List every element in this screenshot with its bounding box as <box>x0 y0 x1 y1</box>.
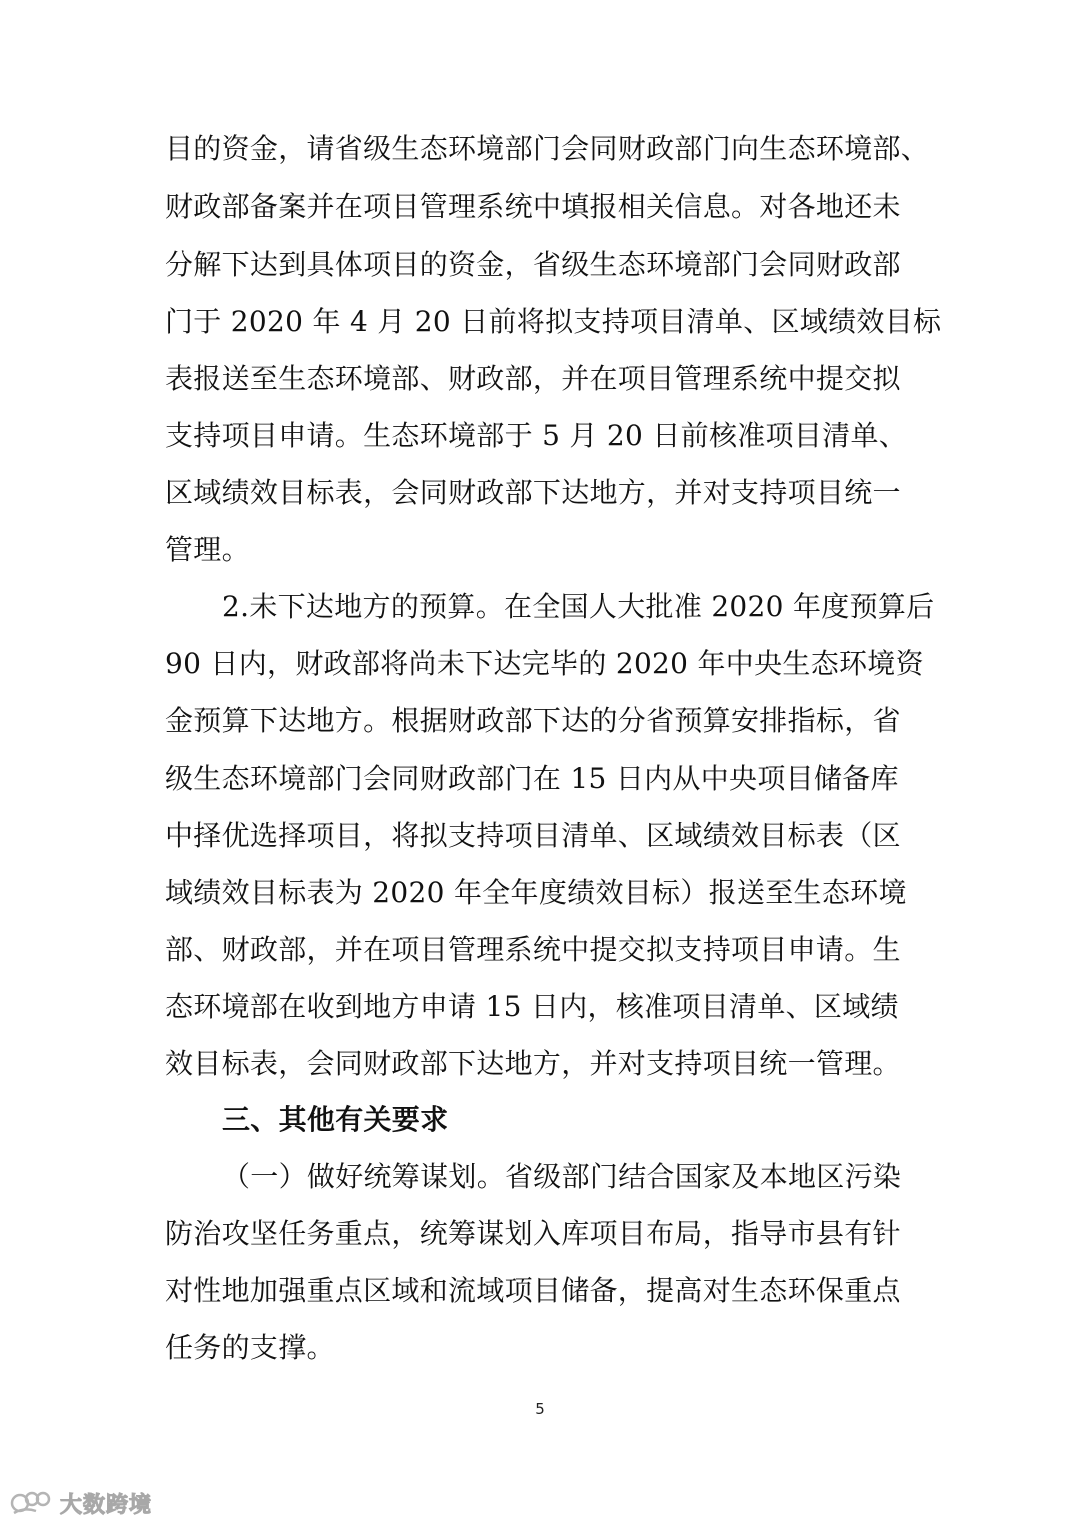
body-line: 支持项目申请。生态环境部于 5 月 20 日前核准项目清单、 <box>165 419 908 452</box>
body-line: 金预算下达地方。根据财政部下达的分省预算安排指标，省 <box>165 704 901 737</box>
body-line: 财政部备案并在项目管理系统中填报相关信息。对各地还未 <box>165 190 901 223</box>
body-line: 域绩效目标表为 2020 年全年度绩效目标）报送至生态环境 <box>165 876 907 909</box>
watermark <box>10 1488 152 1518</box>
body-line: 目的资金，请省级生态环境部门会同财政部门向生态环境部、 <box>165 132 930 165</box>
body-line: 中择优选择项目，将拟支持项目清单、区域绩效目标表（区 <box>165 819 901 852</box>
body-line: 门于 2020 年 4 月 20 日前将拟支持项目清单、区域绩效目标 <box>165 305 942 338</box>
body-line: 90 日内，财政部将尚未下达完毕的 2020 年中央生态环境资 <box>165 647 924 680</box>
body-line: （一）做好统筹谋划。省级部门结合国家及本地区污染 <box>222 1160 902 1193</box>
body-line: 管理。 <box>165 533 250 566</box>
logo-icon <box>10 1489 54 1517</box>
body-line: 对性地加强重点区域和流域项目储备，提高对生态环保重点 <box>165 1274 901 1307</box>
watermark-text: 大数跨境 <box>60 1492 153 1518</box>
body-line: 级生态环境部门会同财政部门在 15 日内从中央项目储备库 <box>165 762 899 795</box>
body-line: 表报送至生态环境部、财政部，并在项目管理系统中提交拟 <box>165 362 901 395</box>
body-line: 区域绩效目标表，会同财政部下达地方，并对支持项目统一 <box>165 476 901 509</box>
page-number: 5 <box>535 1400 545 1418</box>
body-line: 2.未下达地方的预算。在全国人大批准 2020 年度预算后 <box>222 590 935 623</box>
body-line: 防治攻坚任务重点，统筹谋划入库项目布局，指导市县有针 <box>165 1217 901 1250</box>
body-line: 任务的支撑。 <box>165 1331 335 1364</box>
body-line: 效目标表，会同财政部下达地方，并对支持项目统一管理。 <box>165 1047 901 1080</box>
section-heading: 三、其他有关要求 <box>222 1103 449 1136</box>
body-line: 分解下达到具体项目的资金，省级生态环境部门会同财政部 <box>165 248 901 281</box>
body-line: 态环境部在收到地方申请 15 日内，核准项目清单、区域绩 <box>165 990 899 1023</box>
body-line: 部、财政部，并在项目管理系统中提交拟支持项目申请。生 <box>165 933 901 966</box>
